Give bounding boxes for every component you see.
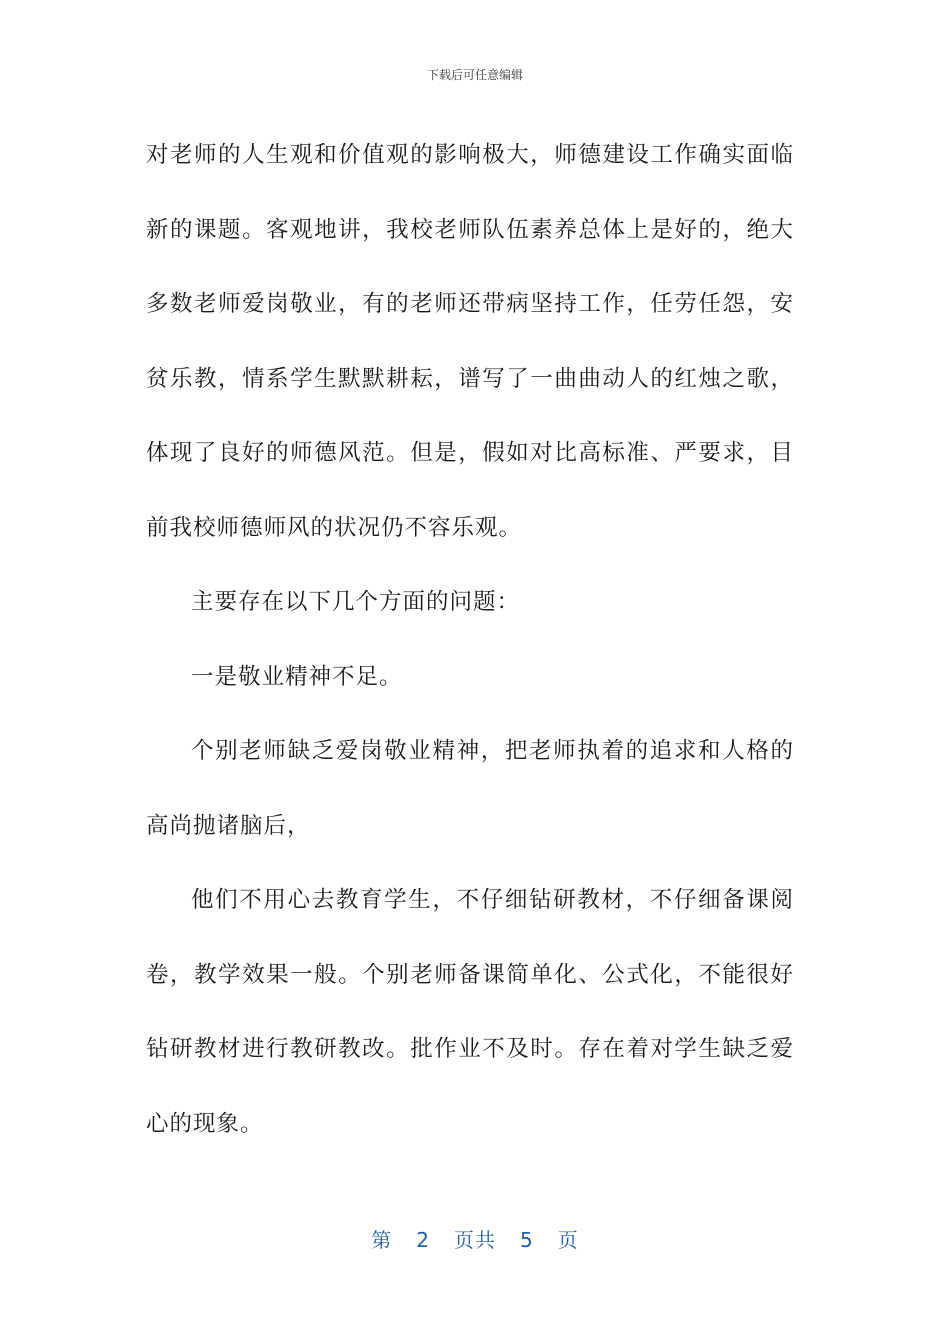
paragraph-2: 主要存在以下几个方面的问题： [191,589,521,615]
page-label-suffix: 页 [557,1228,579,1252]
paragraph-4: 个别老师缺乏爱岗敬业精神，把老师执着的追求和人格的高尚抛诸脑后， [146,738,794,839]
document-body [146,118,794,1161]
paragraph-1: 对老师的人生观和价值观的影响极大，师德建设工作确实面临新的课题。客观地讲，我校老师队伍素养总体上是好的，绝大多数老师爱岗敬业，有的老师还带病坚持工作，任劳任怨，安贫乐教，情系学生默默耕耘，谱写了一曲曲动人的红烛之歌，体现了良好的师德风范。但是，假如对比高标准、严要求，目前我校师德师风的状况仍不容乐观。 [146,142,794,541]
page-header-note: 下载后可任意编辑 [426,68,523,82]
page-label-mid: 页共 [454,1228,496,1252]
page-number-footer [0,1224,950,1253]
page-label-prefix: 第 [371,1228,393,1252]
total-pages-number: 5 [520,1228,534,1252]
paragraph-3: 一是敬业精神不足。 [191,663,403,690]
current-page-number: 2 [416,1228,430,1252]
paragraph-5: 他们不用心去教育学生，不仔细钻研教材，不仔细备课阅卷，教学效果一般。个别老师备课简单化、公式化，不能很好钻研教材进行教研教改。批作业不及时。存在着对学生缺乏爱心的现象。 [146,887,794,1137]
